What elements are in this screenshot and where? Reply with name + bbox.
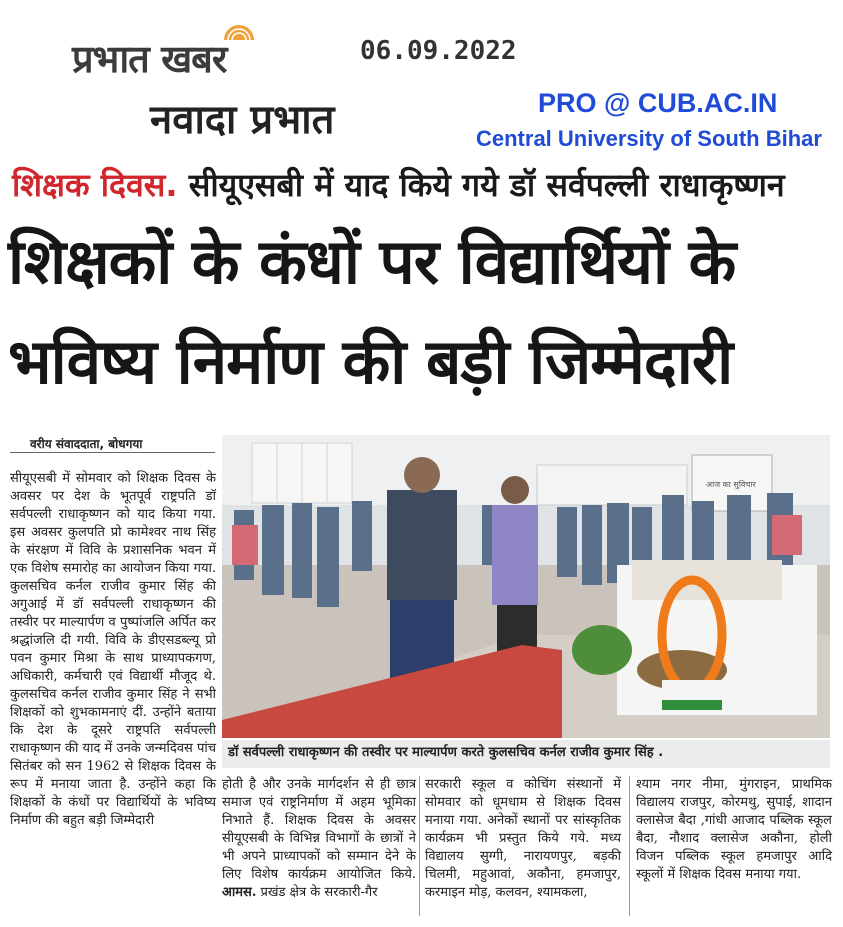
kicker [12, 163, 785, 206]
column-divider [419, 776, 420, 916]
edition-title: नवादा प्रभात [150, 97, 335, 143]
masthead-logo [72, 20, 332, 90]
article-column-1 [10, 470, 216, 830]
photo-illustration [222, 435, 830, 738]
publication-date: 06.09.2022 [360, 36, 517, 66]
kicker-text: सीयूएसबी में याद किये गये डॉ सर्वपल्ली राधाकृष्णन [188, 166, 785, 204]
article-column-2 [222, 776, 416, 902]
headline-line-1: शिक्षकों के कंधों पर विद्यार्थियों के [8, 225, 736, 298]
article-column-4 [636, 776, 832, 884]
column-divider [629, 776, 630, 916]
rising-sun-icon [222, 24, 256, 42]
column-2-text [222, 776, 416, 902]
headline-line-2: भविष्य निर्माण की बड़ी जिम्मेदारी [8, 325, 733, 398]
column-4-text: श्याम नगर नीमा, मुंगराइन, प्राथमिक विद्यालय राजपुर, कोरमथु, सुपाई, शादान क्लासेज बैदा ,गांधी आजाद पब्लिक स्कूल बैदा, नौशाद क्लासेज अकौना, होली विजन पब्लिक स्कूल हमजापुर आदि स्कूलों में शिक्षक दिवस मनाया गया. [636, 777, 832, 882]
pro-credit: PRO @ CUB.AC.IN [538, 88, 778, 118]
university-credit: Central University of South Bihar [476, 126, 822, 151]
event-photo [222, 435, 830, 738]
wall-sign: आज का सुविचार [706, 480, 756, 489]
kicker-tag: शिक्षक दिवस. [12, 166, 178, 204]
column-3-text: सरकारी स्कूल व कोचिंग संस्थानों में सोमवार को धूमधाम से शिक्षक दिवस मनाया गया. अनेकों स्थानों पर सांस्कृतिक कार्यक्रम भी प्रस्तुत किये गये. मध्य विद्यालय सुग्गी, नारायणपुर, बड़की चिलमी, महुआवां, अकौना, हमजापुर, करमाइन मोड़, कलवन, श्यामकला, [425, 777, 621, 900]
byline-divider [10, 452, 215, 453]
photo-caption: डॉ सर्वपल्ली राधाकृष्णन की तस्वीर पर माल्यार्पण करते कुलसचिव कर्नल राजीव कुमार सिंह . [222, 740, 830, 768]
column-2-tail: प्रखंड क्षेत्र के सरकारी-गैर [260, 885, 378, 900]
dateline-aamas: आमस. [222, 885, 257, 900]
column-1-text: सीयूएसबी में सोमवार को शिक्षक दिवस के अवसर पर देश के भूतपूर्व राष्ट्रपति डॉ सर्वपल्ली राधाकृष्णन को याद किया गया. इस अवसर कुलपति प्रो कामेश्वर नाथ सिंह के संरक्षण में विवि के प्रशासनिक भवन में एक विशेष समारोह का आयोजन किया गया. कुलसचिव कर्नल राजीव कुमार सिंह की अगुआई में डॉ सर्वपल्ली राधाकृष्णन की तस्वीर पर माल्यार्पण व पुष्पांजलि अर्पित कर श्रद्धांजलि दी गयी. विवि के डीएसडब्ल्यू प्रो पवन कुमार मिश्रा के साथ प्राध्यापकगण, अधिकारी, कर्मचारी एवं विद्यार्थी मौजूद थे. कुलसचिव कर्नल राजीव कुमार सिंह ने सभी शिक्षकों को शुभकामनाएं दीं. उन्होंने बताया कि देश के दूसरे राष्ट्रपति सर्वपल्ली राधाकृष्णन की याद में उनके जन्मदिवस पांच सितंबर को सन 1962 से शिक्षक दिवस के रूप में मनाया जाता है. उन्होंने कहा कि शिक्षकों के कंधों पर विद्यार्थियों के भविष्य निर्माण की बहुत बड़ी जिम्मेदारी [10, 471, 216, 828]
newspaper-logo: प्रभात खबर [72, 37, 227, 81]
article-column-3 [425, 776, 621, 902]
byline: वरीय संवाददाता, बोधगया [30, 437, 143, 451]
column-2-body: होती है और उनके मार्गदर्शन से ही छात्र समाज एवं राष्ट्रनिर्माण में अहम भूमिका निभाते हैं. शिक्षक दिवस के अवसर सीयूएसबी के विभिन्न विभागों के छात्रों ने भी अपने प्राध्यापकों को सम्मान देने के लिए विशेष कार्यक्रम आयोजित किये. [222, 777, 416, 882]
